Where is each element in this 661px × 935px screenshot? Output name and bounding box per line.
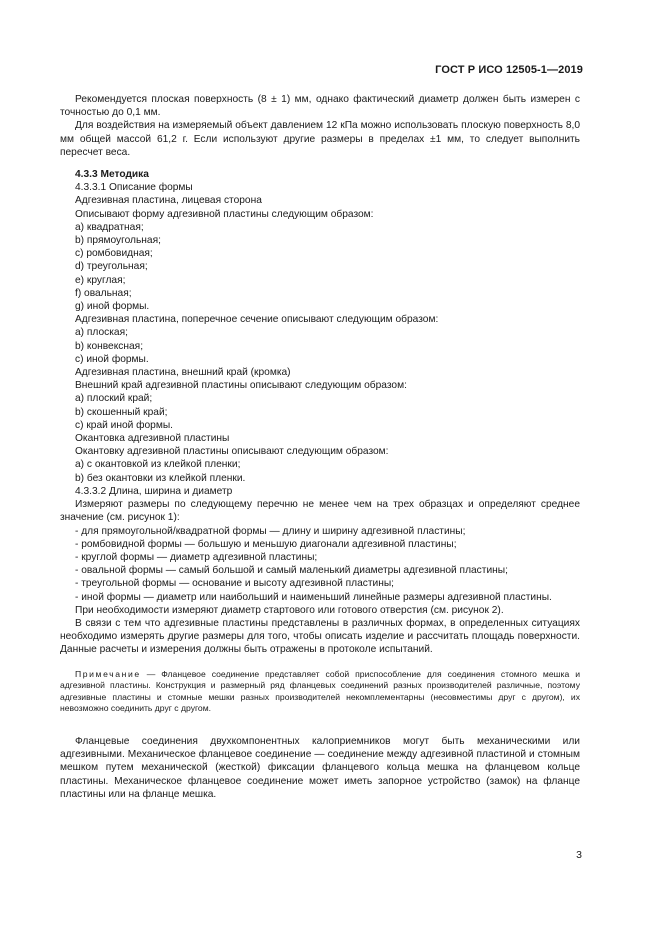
measure-item: - круглой формы — диаметр адгезивной пластины;: [75, 551, 318, 563]
section-heading: 4.3.3 Методика: [75, 169, 149, 181]
note-paragraph: [60, 669, 580, 715]
measure-item: - овальной формы — самый большой и самый маленький диаметры адгезивной пластины;: [75, 565, 508, 577]
method-line: Окантовку адгезивной пластины описывают следующим образом:: [75, 446, 389, 458]
after-paragraph: При необходимости измеряют диаметр стартового или готового отверстия (см. рисунок 2).: [75, 604, 504, 616]
method-line: a) квадратная;: [75, 221, 144, 233]
method-line: e) круглая;: [75, 274, 126, 286]
method-line: Адгезивная пластина, поперечное сечение описывают следующим образом:: [75, 314, 439, 326]
measure-intro: Измеряют размеры по следующему перечню не менее чем на трех образцах и определяют среднее значение (см. рисунок 1):: [60, 499, 580, 524]
method-line: b) конвексная;: [75, 340, 144, 352]
final-paragraph: Фланцевые соединения двухкомпонентных калоприемников могут быть механическими или адгезивными. Механическое фланцевое соединение — соединение между адгезивной пластиной и стомным мешком путем механической (жесткой) фиксации фланцевого кольца мешка на фланцевом кольце пластины. Механическое фланцевое соединение может иметь запорное устройство (замок) на фланце пластины или на фланце мешка.: [60, 735, 580, 800]
method-line: 4.3.3.2 Длина, ширина и диаметр: [75, 485, 233, 497]
method-line: Описывают форму адгезивной пластины следующим образом:: [75, 208, 374, 220]
page-content: [60, 93, 580, 801]
after-paragraph: В связи с тем что адгезивные пластины представлены в различных формах, в определенных ситуациях необходимо измерять другие размеры для того, чтобы описать изделие и рассчитать площадь поверхности. Данные расчеты и измерения должны быть отражены в протоколе испытаний.: [60, 617, 580, 656]
method-line: b) скошенный край;: [75, 406, 168, 418]
standard-header: ГОСТ Р ИСО 12505-1—2019: [435, 64, 583, 76]
method-line: b) без окантовки из клейкой пленки.: [75, 472, 246, 484]
method-line: Внешний край адгезивной пластины описывают следующим образом:: [75, 380, 407, 392]
measure-item: - треугольной формы — основание и высоту адгезивной пластины;: [75, 578, 395, 590]
page-number: 3: [576, 849, 582, 861]
method-line: g) иной формы.: [75, 301, 150, 313]
measure-item: - ромбовидной формы — большую и меньшую диагонали адгезивной пластины;: [75, 538, 457, 550]
method-line: b) прямоугольная;: [75, 235, 161, 247]
measure-item: - иной формы — диаметр или наибольший и наименьший линейные размеры адгезивной пластины.: [75, 591, 552, 603]
method-line: d) треугольная;: [75, 261, 148, 273]
note-label: Примечание: [75, 668, 141, 679]
method-line: Окантовка адгезивной пластины: [75, 433, 230, 445]
intro-paragraph: Рекомендуется плоская поверхность (8 ± 1) мм, однако фактический диаметр должен быть измерен с точностью до 0,1 мм.: [60, 94, 580, 119]
method-line: c) край иной формы.: [75, 419, 173, 431]
intro-paragraph: Для воздействия на измеряемый объект давлением 12 кПа можно использовать плоскую поверхность 8,0 мм общей массой 61,2 г. Если используют другие размеры в пределах ±1 мм, то следует выполнить пересчет веса.: [60, 120, 580, 158]
note-text: — Фланцевое соединение представляет собой приспособление для соединения стомного мешка и адгезивной пластины. Конструкция и размерный ряд фланцевых соединений разных производителей различные, поэтому адгезивные пластины и стомные мешки разных производителей некомплементарны (несовместимы друг с другом), их невозможно соединить друг с другом.: [60, 668, 580, 714]
method-line: a) с окантовкой из клейкой пленки;: [75, 459, 241, 471]
measure-item: - для прямоугольной/квадратной формы — длину и ширину адгезивной пластины;: [75, 525, 466, 537]
method-line: c) иной формы.: [75, 353, 149, 365]
method-line: Адгезивная пластина, лицевая сторона: [75, 195, 262, 207]
method-line: a) плоская;: [75, 327, 128, 339]
method-line: c) ромбовидная;: [75, 248, 153, 260]
method-line: Адгезивная пластина, внешний край (кромка): [75, 367, 291, 379]
method-line: 4.3.3.1 Описание формы: [75, 182, 193, 194]
method-line: f) овальная;: [75, 287, 132, 299]
method-line: a) плоский край;: [75, 393, 153, 405]
